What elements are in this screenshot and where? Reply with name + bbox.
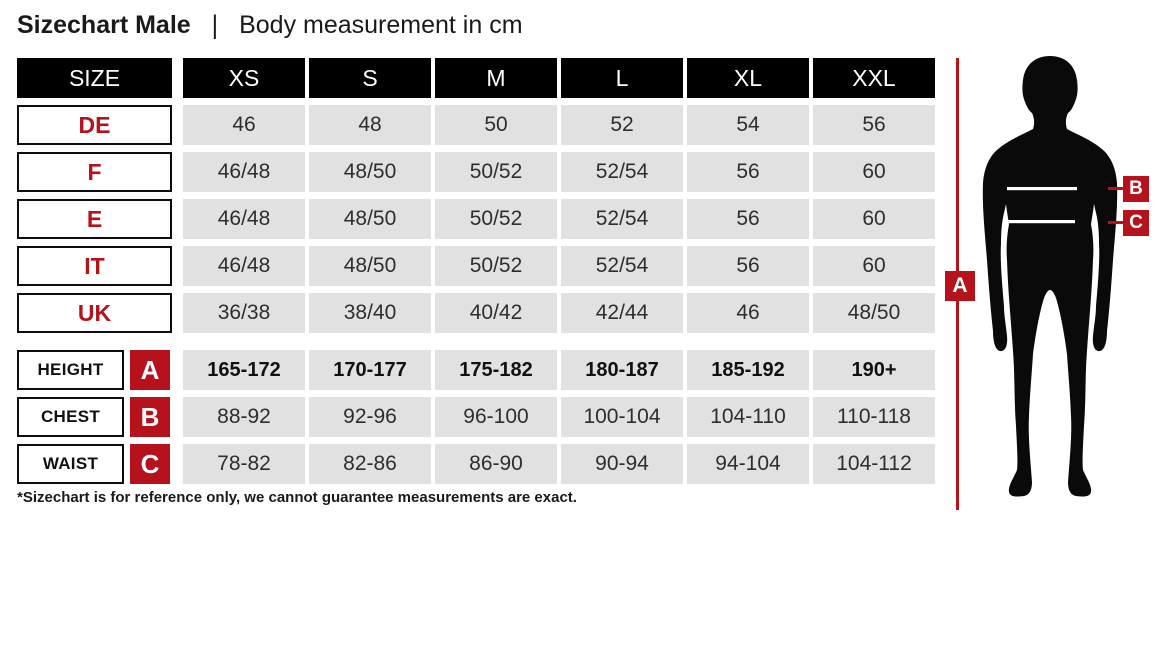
chest-connector-line [1108, 187, 1124, 190]
table-row-e [17, 199, 935, 239]
size-value-cell: 46/48 [183, 246, 305, 286]
size-value-cell: 48/50 [813, 293, 935, 333]
header-cell-xl: XL [687, 58, 809, 98]
chest-value-cell: 92-96 [309, 397, 431, 437]
region-label-it: IT [17, 246, 172, 286]
size-value-cell: 40/42 [435, 293, 557, 333]
size-value-cell: 52 [561, 105, 683, 145]
size-value-cell: 50/52 [435, 246, 557, 286]
header-cell-s: S [309, 58, 431, 98]
size-value-cell: 56 [687, 246, 809, 286]
size-value-cell: 60 [813, 246, 935, 286]
size-value-cell: 46 [687, 293, 809, 333]
size-value-cell: 50 [435, 105, 557, 145]
table-row-it [17, 246, 935, 286]
waist-value-cell: 94-104 [687, 444, 809, 484]
header-cell-l: L [561, 58, 683, 98]
male-silhouette [980, 55, 1120, 515]
waist-value-cell: 82-86 [309, 444, 431, 484]
title-subtitle: Body measurement in cm [239, 11, 523, 39]
header-cell-xs: XS [183, 58, 305, 98]
height-value-cell: 180-187 [561, 350, 683, 390]
size-value-cell: 46/48 [183, 152, 305, 192]
waist-connector-line [1108, 221, 1124, 224]
header-cell-size: SIZE [17, 58, 172, 98]
height-value-cell: 165-172 [183, 350, 305, 390]
chest-value-cell: 100-104 [561, 397, 683, 437]
measurement-label-waist: WAIST [17, 444, 124, 484]
height-value-cell: 170-177 [309, 350, 431, 390]
waist-value-cell: 90-94 [561, 444, 683, 484]
footnote-text: *Sizechart is for reference only, we cannot guarantee measurements are exact. [17, 489, 577, 506]
marker-badge-b: B [130, 397, 170, 437]
size-chart-table [17, 58, 935, 491]
chest-value-cell: 96-100 [435, 397, 557, 437]
size-value-cell: 60 [813, 152, 935, 192]
size-value-cell: 56 [687, 199, 809, 239]
measurement-label-chest: CHEST [17, 397, 124, 437]
page-title [17, 11, 523, 40]
size-value-cell: 50/52 [435, 199, 557, 239]
chest-value-cell: 104-110 [687, 397, 809, 437]
measurement-label-height: HEIGHT [17, 350, 124, 390]
figure-marker-b: B [1123, 176, 1149, 202]
table-row-waist [17, 444, 935, 484]
waist-line [1008, 220, 1075, 223]
figure-marker-a: A [945, 271, 975, 301]
height-value-cell: 175-182 [435, 350, 557, 390]
chest-line [1007, 187, 1077, 190]
title-main: Sizechart Male [17, 11, 191, 39]
table-header-row [17, 58, 935, 98]
region-label-e: E [17, 199, 172, 239]
header-cell-xxl: XXL [813, 58, 935, 98]
size-value-cell: 56 [813, 105, 935, 145]
waist-value-cell: 78-82 [183, 444, 305, 484]
size-value-cell: 48 [309, 105, 431, 145]
region-label-de: DE [17, 105, 172, 145]
size-value-cell: 48/50 [309, 246, 431, 286]
size-value-cell: 60 [813, 199, 935, 239]
height-value-cell: 190+ [813, 350, 935, 390]
table-row-chest [17, 397, 935, 437]
marker-badge-c: C [130, 444, 170, 484]
chest-value-cell: 110-118 [813, 397, 935, 437]
chest-value-cell: 88-92 [183, 397, 305, 437]
waist-value-cell: 86-90 [435, 444, 557, 484]
waist-value-cell: 104-112 [813, 444, 935, 484]
height-value-cell: 185-192 [687, 350, 809, 390]
size-value-cell: 36/38 [183, 293, 305, 333]
size-value-cell: 52/54 [561, 152, 683, 192]
title-separator: | [211, 10, 219, 40]
marker-badge-a: A [130, 350, 170, 390]
header-cell-m: M [435, 58, 557, 98]
size-value-cell: 50/52 [435, 152, 557, 192]
size-value-cell: 52/54 [561, 199, 683, 239]
region-label-uk: UK [17, 293, 172, 333]
table-row-f [17, 152, 935, 192]
region-label-f: F [17, 152, 172, 192]
size-value-cell: 38/40 [309, 293, 431, 333]
table-row-uk [17, 293, 935, 333]
table-row-de [17, 105, 935, 145]
table-row-height [17, 350, 935, 390]
size-value-cell: 52/54 [561, 246, 683, 286]
size-value-cell: 48/50 [309, 152, 431, 192]
size-value-cell: 56 [687, 152, 809, 192]
figure-marker-c: C [1123, 210, 1149, 236]
size-value-cell: 54 [687, 105, 809, 145]
size-value-cell: 46/48 [183, 199, 305, 239]
size-value-cell: 46 [183, 105, 305, 145]
size-value-cell: 42/44 [561, 293, 683, 333]
size-value-cell: 48/50 [309, 199, 431, 239]
